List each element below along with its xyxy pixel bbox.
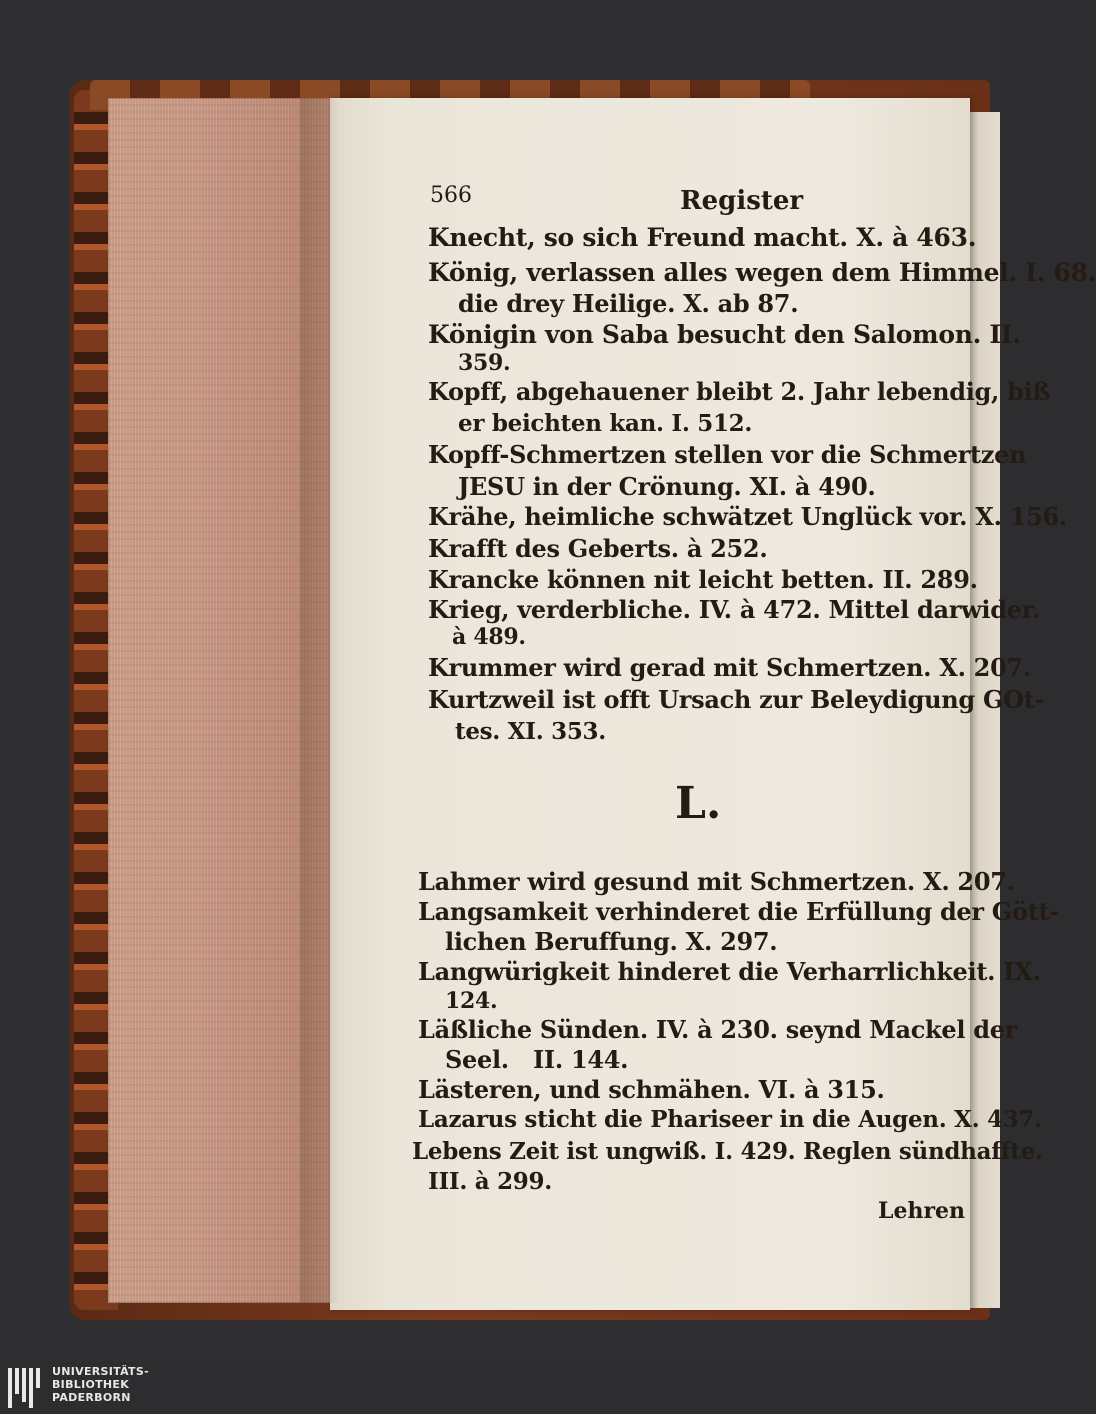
register-entry: Kurtzweil ist offt Ursach zur Beleydigung GOt- bbox=[428, 685, 1045, 714]
register-entry-continuation: JESU in der Crönung. XI. à 490. bbox=[458, 472, 876, 501]
register-entry-continuation: die drey Heilige. X. ab 87. bbox=[458, 289, 799, 318]
university-library-logo-icon bbox=[6, 1364, 46, 1408]
register-entry: Langsamkeit verhinderet die Erfüllung der Gött- bbox=[418, 897, 1059, 926]
register-entry: Krähe, heimliche schwätzet Unglück vor. X. 156. bbox=[428, 502, 1067, 531]
catchword: Lehren bbox=[878, 1198, 966, 1224]
register-entry: Lahmer wird gesund mit Schmertzen. X. 207. bbox=[418, 867, 1015, 896]
register-entry: Knecht, so sich Freund macht. X. à 463. bbox=[428, 223, 977, 252]
page-gutter-shadow bbox=[300, 98, 340, 1303]
library-name-line: UNIVERSITÄTS- bbox=[52, 1365, 149, 1378]
register-entry-continuation: tes. XI. 353. bbox=[455, 718, 606, 745]
register-entry: Lästeren, und schmähen. VI. à 315. bbox=[418, 1075, 885, 1104]
register-entry: Läßliche Sünden. IV. à 230. seynd Mackel der bbox=[418, 1015, 1018, 1044]
library-name-line: BIBLIOTHEK bbox=[52, 1378, 130, 1391]
register-entry-continuation: lichen Beruffung. X. 297. bbox=[445, 927, 778, 956]
register-entry: Krancke können nit leicht betten. II. 289. bbox=[428, 565, 978, 594]
register-entry: Lebens Zeit ist ungwiß. I. 429. Reglen sündhaffte. bbox=[412, 1138, 1043, 1165]
register-entry: Kopff, abgehauener bleibt 2. Jahr lebendig, biß bbox=[428, 377, 1051, 406]
register-entry: Königin von Saba besucht den Salomon. II. bbox=[428, 320, 1021, 349]
register-entry: Kopff-Schmertzen stellen vor die Schmertzen bbox=[428, 440, 1027, 469]
register-entry: Lazarus sticht die Phariseer in die Augen. X. 437. bbox=[418, 1106, 1042, 1133]
register-entry-continuation: à 489. bbox=[452, 624, 526, 650]
section-letter: L. bbox=[675, 778, 722, 829]
page-number: 566 bbox=[430, 183, 472, 208]
library-name-line: PADERBORN bbox=[52, 1391, 131, 1404]
footer-bar bbox=[0, 1362, 1000, 1414]
register-entry: König, verlassen alles wegen dem Himmel. I. 68. bbox=[428, 258, 1096, 287]
register-entry-continuation: III. à 299. bbox=[428, 1168, 552, 1195]
register-entry: Krafft des Geberts. à 252. bbox=[428, 534, 768, 563]
register-entry: Krieg, verderbliche. IV. à 472. Mittel darwider. bbox=[428, 595, 1040, 624]
running-head: Register bbox=[680, 186, 804, 216]
register-entry-continuation: Seel. II. 144. bbox=[445, 1045, 629, 1074]
register-entry: Langwürigkeit hinderet die Verharrlichkeit. IX. bbox=[418, 957, 1041, 986]
register-entry: Krummer wird gerad mit Schmertzen. X. 207. bbox=[428, 653, 1031, 682]
register-entry-continuation: 359. bbox=[458, 350, 511, 376]
register-entry-continuation: 124. bbox=[445, 988, 498, 1014]
register-entry-continuation: er beichten kan. I. 512. bbox=[458, 410, 753, 437]
